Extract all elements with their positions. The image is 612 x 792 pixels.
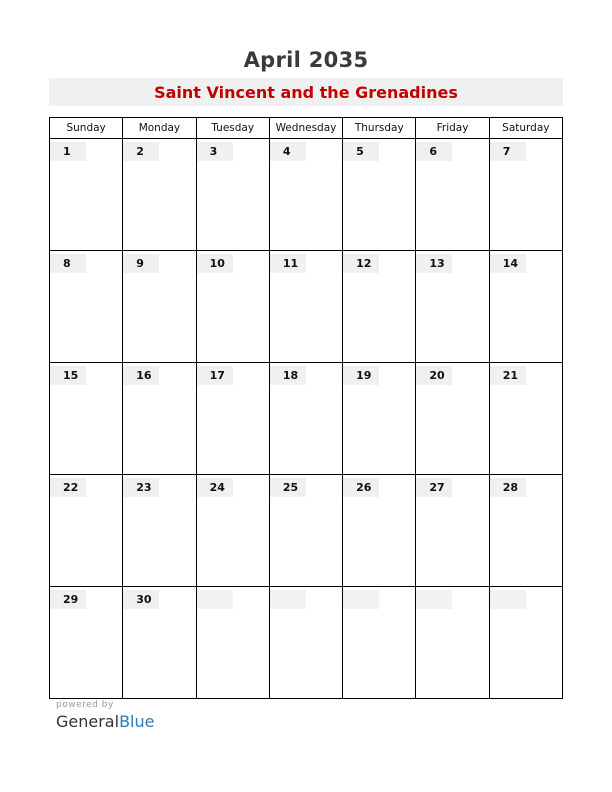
day-number: 15: [50, 366, 86, 385]
day-number: 11: [270, 254, 306, 273]
day-cell: [50, 139, 123, 251]
day-cell: [269, 251, 342, 363]
day-number: 23: [123, 478, 159, 497]
day-number: 17: [197, 366, 233, 385]
day-number: 19: [343, 366, 379, 385]
week-row-2: [50, 251, 563, 363]
day-cell-empty: [269, 587, 342, 699]
day-cell: [50, 475, 123, 587]
day-cell: [343, 251, 416, 363]
weekday-friday: Friday: [416, 118, 489, 139]
day-number: 16: [123, 366, 159, 385]
day-cell: [196, 251, 269, 363]
day-number: 25: [270, 478, 306, 497]
day-cell: [489, 139, 562, 251]
weekday-thursday: Thursday: [343, 118, 416, 139]
generalblue-logo[interactable]: [56, 712, 154, 731]
day-number: 6: [416, 142, 452, 161]
day-number: 9: [123, 254, 159, 273]
day-cell: [343, 139, 416, 251]
weekday-header-row: [50, 118, 563, 139]
day-cell: [489, 363, 562, 475]
day-number: 28: [490, 478, 526, 497]
day-cell: [269, 139, 342, 251]
day-cell: [489, 251, 562, 363]
weekday-sunday: Sunday: [50, 118, 123, 139]
day-number: 20: [416, 366, 452, 385]
day-number: 8: [50, 254, 86, 273]
day-cell: [416, 475, 489, 587]
day-number: 4: [270, 142, 306, 161]
day-number: 12: [343, 254, 379, 273]
day-cell-empty: [343, 587, 416, 699]
week-row-1: [50, 139, 563, 251]
day-cell: [196, 475, 269, 587]
footer-branding: [56, 700, 154, 731]
weekday-tuesday: Tuesday: [196, 118, 269, 139]
day-cell: [123, 475, 196, 587]
day-number: 24: [197, 478, 233, 497]
day-cell-empty: [196, 587, 269, 699]
day-cell: [416, 251, 489, 363]
day-cell: [343, 363, 416, 475]
day-number: 13: [416, 254, 452, 273]
day-number: 3: [197, 142, 233, 161]
day-cell: [123, 139, 196, 251]
day-number: 26: [343, 478, 379, 497]
day-cell: [123, 363, 196, 475]
day-cell: [123, 587, 196, 699]
week-row-3: [50, 363, 563, 475]
day-number: 22: [50, 478, 86, 497]
weekday-saturday: Saturday: [489, 118, 562, 139]
week-row-4: [50, 475, 563, 587]
brand-general: General: [56, 712, 120, 731]
day-cell-empty: [416, 587, 489, 699]
day-cell: [50, 587, 123, 699]
day-number-blank: [416, 590, 452, 609]
day-cell: [416, 363, 489, 475]
country-name: Saint Vincent and the Grenadines: [154, 83, 458, 102]
country-banner: [49, 78, 563, 106]
day-number: 29: [50, 590, 86, 609]
day-cell: [196, 363, 269, 475]
day-number: 1: [50, 142, 86, 161]
day-cell: [269, 363, 342, 475]
day-cell-empty: [489, 587, 562, 699]
day-number: 10: [197, 254, 233, 273]
brand-blue: Blue: [119, 712, 155, 731]
day-cell: [123, 251, 196, 363]
day-number: 2: [123, 142, 159, 161]
day-cell: [343, 475, 416, 587]
day-number-blank: [343, 590, 379, 609]
day-number: 30: [123, 590, 159, 609]
day-cell: [50, 363, 123, 475]
day-cell: [489, 475, 562, 587]
calendar-grid: [49, 117, 563, 699]
day-number-blank: [490, 590, 526, 609]
page-title: April 2035: [243, 48, 369, 72]
day-number: 27: [416, 478, 452, 497]
day-cell: [416, 139, 489, 251]
day-number: 7: [490, 142, 526, 161]
day-number-blank: [270, 590, 306, 609]
day-number: 5: [343, 142, 379, 161]
day-cell: [50, 251, 123, 363]
day-cell: [196, 139, 269, 251]
weekday-wednesday: Wednesday: [269, 118, 342, 139]
day-number: 14: [490, 254, 526, 273]
day-number: 21: [490, 366, 526, 385]
powered-by-text: powered by: [56, 700, 114, 710]
week-row-5: [50, 587, 563, 699]
day-cell: [269, 475, 342, 587]
day-number-blank: [197, 590, 233, 609]
day-number: 18: [270, 366, 306, 385]
weekday-monday: Monday: [123, 118, 196, 139]
